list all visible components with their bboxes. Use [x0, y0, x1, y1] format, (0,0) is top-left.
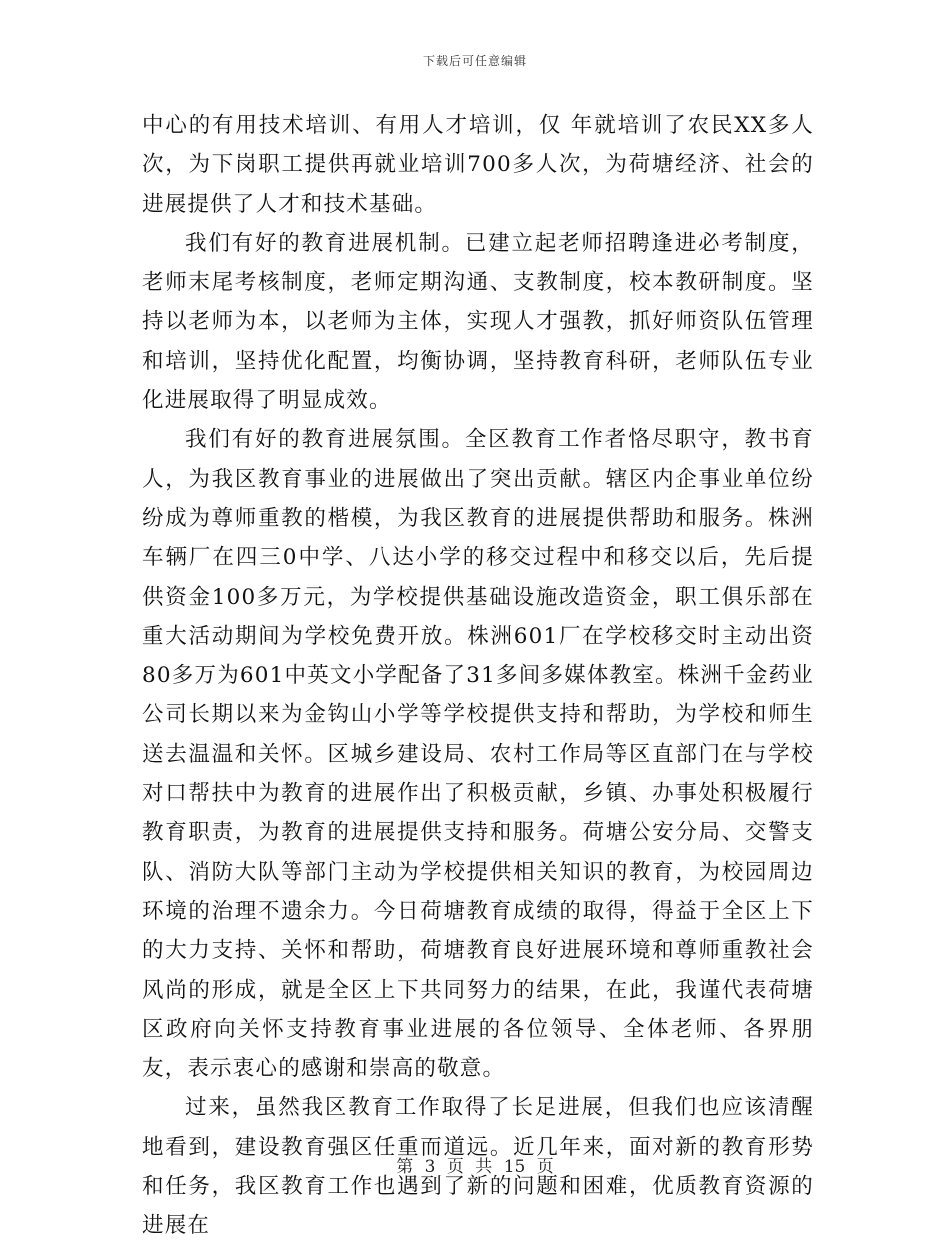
paragraph-challenges: 过来，虽然我区教育工作取得了长足进展，但我们也应该清醒地看到，建设教育强区任重而道远。近几年来，面对新的教育形势和任务，我区教育工作也遇到了新的问题和困难，优质教育资源的进展在 — [142, 1095, 814, 1239]
paragraph-continuation: 中心的有用技术培训、有用人才培训，仅 年就培训了农民XX多人次，为下岗职工提供再就业培训700多人次，为荷塘经济、社会的进展提供了人才和技术基础。 — [142, 113, 814, 217]
paragraph-mechanism: 我们有好的教育进展机制。已建立起老师招聘逢进必考制度，老师末尾考核制度，老师定期沟通、支教制度，校本教研制度。坚持以老师为本，以老师为主体，实现人才强教，抓好师资队伍管理和培训，坚持优化配置，均衡协调，坚持教育科研，老师队伍专业化进展取得了明显成效。 — [142, 230, 814, 414]
paragraph-atmosphere: 我们有好的教育进展氛围。全区教育工作者恪尽职守，教书育人，为我区教育事业的进展做出了突出贡献。辖区内企事业单位纷纷成为尊师重教的楷模，为我区教育的进展提供帮助和服务。株洲车辆厂在四三0中学、八达小学的移交过程中和移交以后，先后提供资金100多万元，为学校提供基础设施改造资金，职工俱乐部在重大活动期间为学校免费开放。株洲601厂在学校移交时主动出资80多万为601中英文小学配备了31多间多媒体教室。株洲千金药业公司长期以来为金钩山小学等学校提供支持和帮助，为学校和师生送去温温和关怀。区城乡建设局、农村工作局等区直部门在与学校对口帮扶中为教育的进展作出了积极贡献，乡镇、办事处积极履行教育职责，为教育的进展提供支持和服务。荷塘公安分局、交警支队、消防大队等部门主动为学校提供相关知识的教育，为校园周边环境的治理不遗余力。今日荷塘教育成绩的取得，得益于全区上下的大力支持、关怀和帮助，荷塘教育良好进展环境和尊师重教社会风尚的形成，就是全区上下共同努力的结果，在此，我谨代表荷塘区政府向关怀支持教育事业进展的各位领导、全体老师、各界朋友，表示衷心的感谢和崇高的敬意。 — [142, 427, 814, 1082]
page-number-footer: 第 3 页 共 15 页 — [396, 1157, 554, 1177]
document-body — [142, 106, 814, 1246]
header-note: 下载后可任意编辑 — [422, 54, 527, 68]
